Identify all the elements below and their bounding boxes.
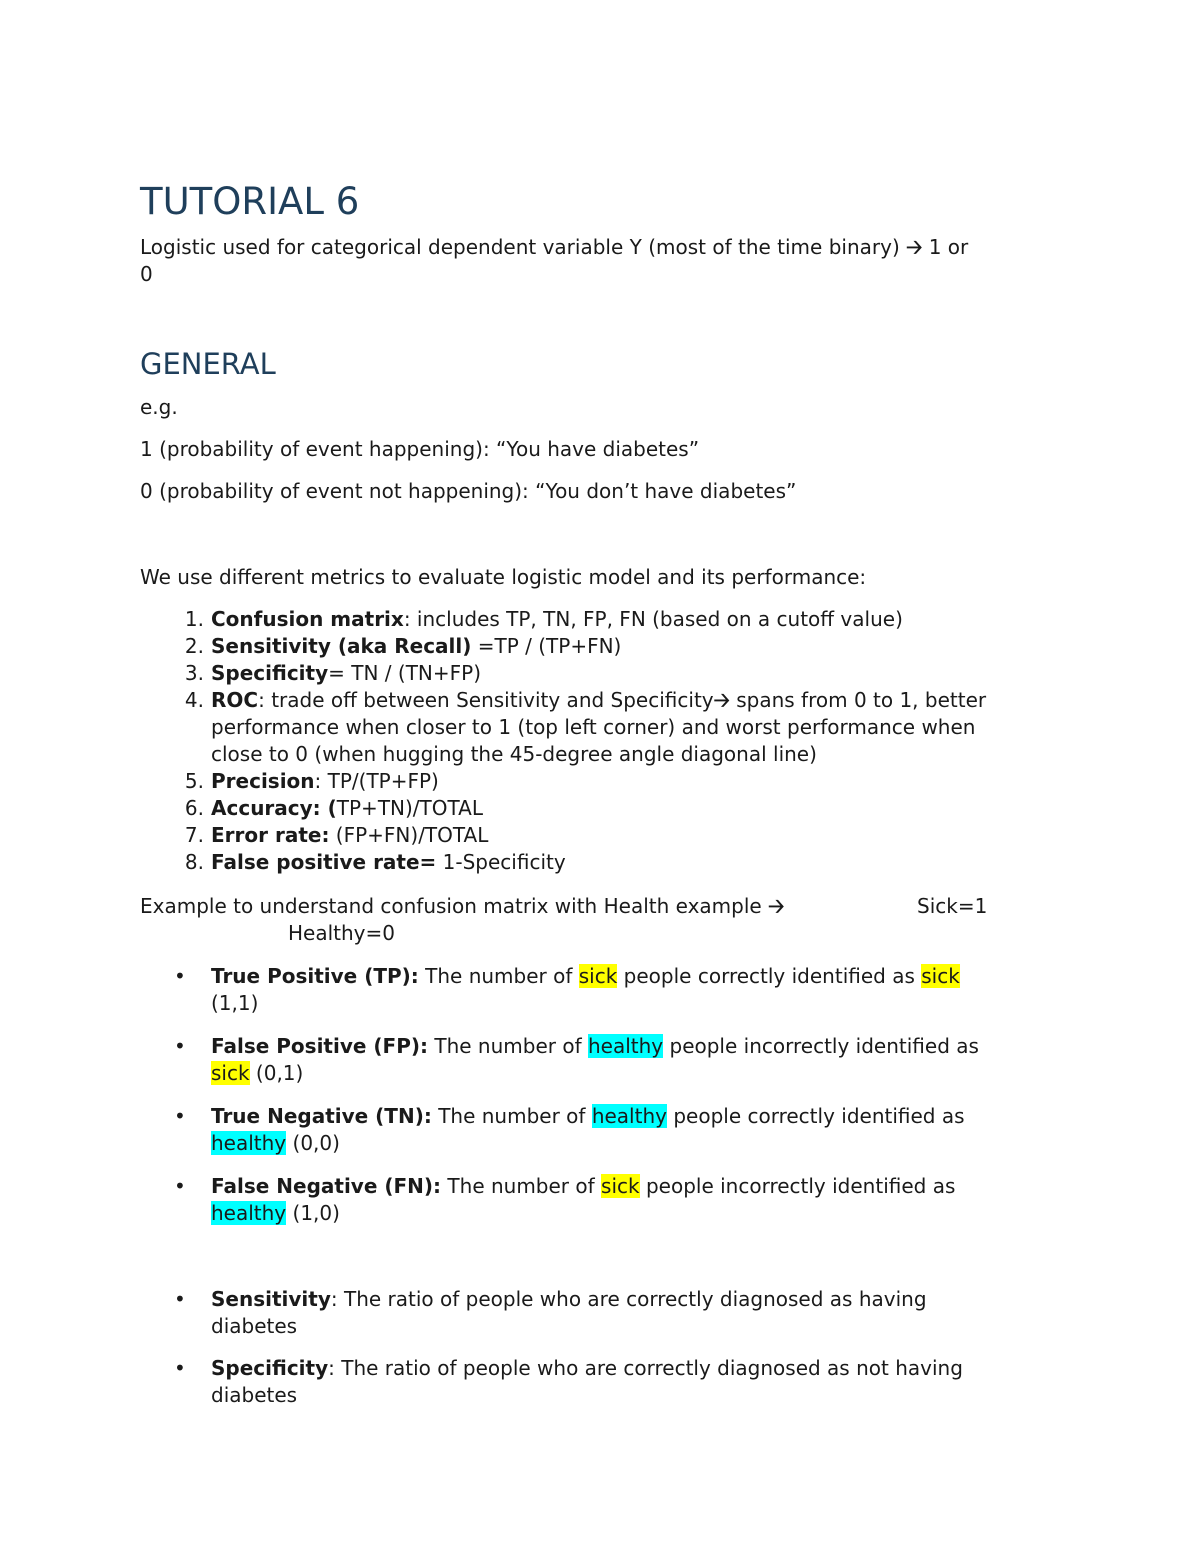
- list-number: 8.: [184, 850, 204, 874]
- cm-text: people incorrectly identified as: [639, 1174, 956, 1198]
- bullet-icon: •: [174, 1174, 186, 1198]
- def-text: : The ratio of people who are correctly diagnosed as not having: [328, 1356, 963, 1380]
- metric-desc: TP+TN)/TOTAL: [336, 796, 483, 820]
- metric-desc-cont: spans from 0 to 1, better: [729, 688, 987, 712]
- cm-term: False Negative (FN):: [211, 1174, 442, 1198]
- metric-desc: =TP / (TP+FN): [471, 634, 622, 658]
- bullet-icon: •: [174, 964, 186, 988]
- example-line: [140, 893, 784, 920]
- healthy-equals-zero: Healthy=0: [288, 921, 395, 945]
- arrow-right-icon: 🡢: [768, 894, 785, 918]
- highlight-sick: sick: [601, 1174, 640, 1198]
- list-number: 7.: [184, 823, 204, 847]
- metric-term: Error rate:: [211, 823, 330, 847]
- event-not-happening-line: 0 (probability of event not happening): “You don’t have diabetes”: [140, 479, 797, 503]
- metric-term: ROC: [211, 688, 259, 712]
- cm-code: (1,0): [286, 1201, 340, 1225]
- cm-text: The number of: [428, 1034, 588, 1058]
- def-text-line2: diabetes: [211, 1383, 298, 1407]
- section-heading-general: GENERAL: [140, 347, 276, 381]
- def-text: : The ratio of people who are correctly diagnosed as having: [330, 1287, 927, 1311]
- intro-line-1: [140, 234, 968, 261]
- example-text: Example to understand confusion matrix with Health example: [140, 894, 762, 918]
- list-number: 4.: [184, 688, 204, 712]
- list-number: 1.: [184, 607, 204, 631]
- cm-text: people correctly identified as: [666, 1104, 965, 1128]
- cm-text: The number of: [418, 964, 579, 988]
- metric-desc: : TP/(TP+FP): [314, 769, 439, 793]
- page-title: TUTORIAL 6: [140, 180, 360, 223]
- cm-code: (1,1): [211, 991, 259, 1015]
- metrics-list: [0, 606, 1200, 876]
- metric-term: Precision: [211, 769, 315, 793]
- cm-text: people incorrectly identified as: [663, 1034, 979, 1058]
- def-term: Specificity: [211, 1356, 329, 1380]
- eg-label: e.g.: [140, 395, 178, 419]
- def-term: Sensitivity: [211, 1287, 331, 1311]
- bullet-icon: •: [174, 1104, 186, 1128]
- highlight-sick: sick: [921, 964, 960, 988]
- highlight-healthy: healthy: [587, 1034, 664, 1058]
- metric-term: False positive rate=: [211, 850, 437, 874]
- list-number: 3.: [184, 661, 204, 685]
- list-number: 6.: [184, 796, 204, 820]
- intro-tail: 1 or: [928, 235, 969, 259]
- cm-term: True Positive (TP):: [211, 964, 419, 988]
- sick-equals-one: Sick=1: [917, 894, 988, 918]
- intro-text: Logistic used for categorical dependent variable Y (most of the time binary): [140, 235, 900, 259]
- cm-code: (0,1): [249, 1061, 304, 1085]
- metric-desc: (FP+FN)/TOTAL: [329, 823, 489, 847]
- highlight-sick: sick: [578, 964, 618, 988]
- metric-term: Sensitivity (aka Recall): [211, 634, 472, 658]
- highlight-healthy: healthy: [591, 1104, 667, 1128]
- highlight-sick: sick: [211, 1061, 250, 1085]
- cm-code: (0,0): [286, 1131, 340, 1155]
- metric-term: Accuracy: (: [211, 796, 337, 820]
- metric-desc: = TN / (TN+FP): [328, 661, 481, 685]
- list-number: 5.: [184, 769, 204, 793]
- metric-desc-line2: performance when closer to 1 (top left corner) and worst performance when: [211, 715, 976, 739]
- event-happening-line: 1 (probability of event happening): “You have diabetes”: [140, 437, 700, 461]
- bullet-icon: •: [174, 1287, 186, 1311]
- highlight-healthy: healthy: [211, 1201, 287, 1225]
- cm-text: The number of: [431, 1104, 592, 1128]
- cm-text: people correctly identified as: [617, 964, 922, 988]
- cm-term: True Negative (TN):: [211, 1104, 432, 1128]
- metric-desc-line3: close to 0 (when hugging the 45-degree angle diagonal line): [211, 742, 817, 766]
- cm-term: False Positive (FP):: [211, 1034, 429, 1058]
- metric-desc: 1-Specificity: [436, 850, 566, 874]
- intro-line-2: 0: [140, 262, 153, 286]
- highlight-healthy: healthy: [211, 1131, 287, 1155]
- bullet-icon: •: [174, 1034, 186, 1058]
- bullet-icon: •: [174, 1356, 186, 1380]
- metric-desc: : includes TP, TN, FP, FN (based on a cutoff value): [403, 607, 903, 631]
- definitions-list: [0, 1286, 1200, 1416]
- cm-text: The number of: [441, 1174, 602, 1198]
- cm-list: [0, 963, 1200, 1233]
- metrics-intro: We use different metrics to evaluate logistic model and its performance:: [140, 565, 867, 589]
- arrow-right-icon: 🡢: [713, 688, 730, 712]
- metric-desc: : trade off between Sensitivity and Specificity: [258, 688, 714, 712]
- metric-term: Confusion matrix: [211, 607, 404, 631]
- arrow-right-icon: 🡢: [906, 235, 923, 259]
- list-number: 2.: [184, 634, 204, 658]
- def-text-line2: diabetes: [211, 1314, 298, 1338]
- metric-term: Specificity: [211, 661, 329, 685]
